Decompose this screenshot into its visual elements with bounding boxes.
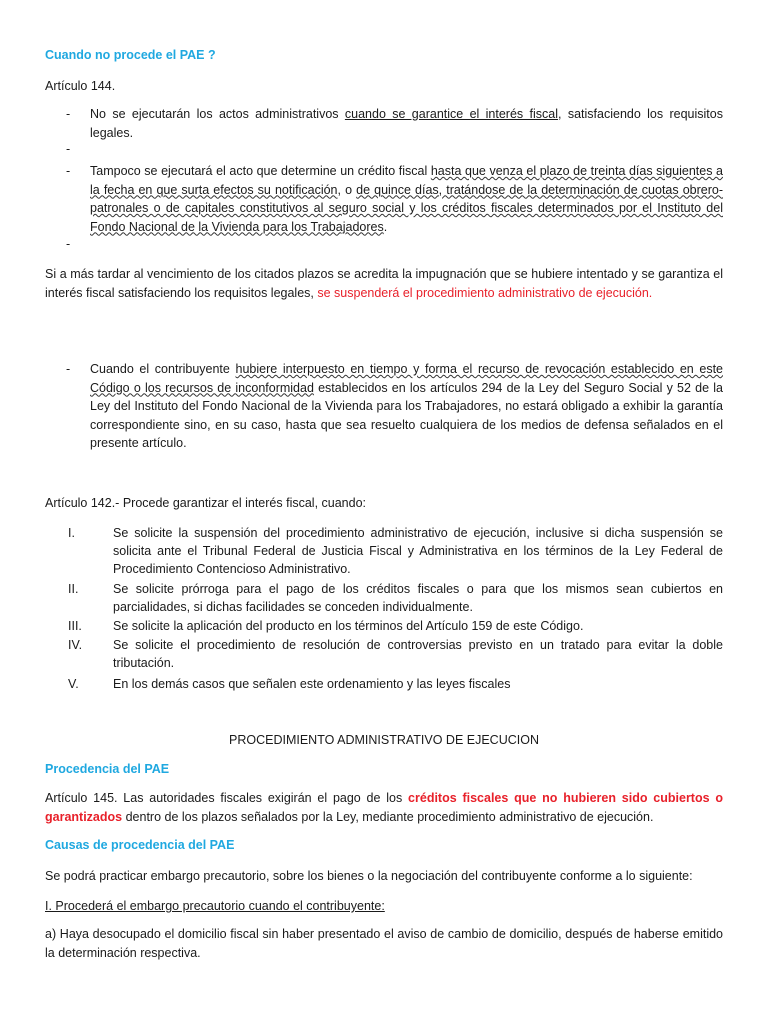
- heading-causas: Causas de procedencia del PAE: [45, 838, 235, 852]
- list-item-text: [90, 105, 723, 142]
- inciso-a: a) Haya desocupado el domicilio fiscal sin haber presentado el aviso de cambio de domicilio, después de haberse emitido la determinación respectiva.: [45, 927, 723, 960]
- roman-numeral: I.: [68, 526, 75, 540]
- red-bold-text: créditos fiscales que no hubieren sido cubiertos o garantizados: [45, 791, 723, 824]
- roman-numeral: IV.: [68, 638, 83, 652]
- text-segment: .: [383, 219, 388, 234]
- list-item-text: [90, 162, 723, 236]
- roman-item-text: Se solicite prórroga para el pago de los créditos fiscales o para que los mismos sean cubiertos en parcialidades, si dichas facilidades se conceden individualmente.: [113, 582, 723, 614]
- text-segment: dentro de los plazos señalados por la Ley, mediante procedimiento administrativo de ejecución.: [122, 810, 654, 824]
- list-item-text: [90, 360, 723, 453]
- roman-numeral: II.: [68, 582, 79, 596]
- heading-cuando-no-procede: Cuando no procede el PAE ?: [45, 48, 216, 62]
- paragraph-embargo: Se podrá practicar embargo precautorio, sobre los bienes o la negociación del contribuyente conforme a lo siguiente:: [45, 869, 693, 883]
- roman-item-text: Se solicite la aplicación del producto en los términos del Artículo 159 de este Código.: [113, 619, 584, 633]
- text-segment: No se ejecutarán los actos administrativos: [90, 107, 345, 121]
- roman-numeral: III.: [68, 619, 82, 633]
- roman-item-text: Se solicite la suspensión del procedimiento administrativo de ejecución, inclusive si dicha suspensión se solicita ante el Tribunal Federal de Justicia Fiscal y Administrativa en los términos de la Ley Federal de Procedimiento Contencioso Administrativo.: [113, 526, 723, 576]
- text-segment: Si a más tardar al vencimiento de los citados plazos se acredita la impugnación que se hubiere intentado y se garantiza el interés fiscal satisfaciendo los requisitos legales,: [45, 267, 723, 300]
- text-segment: Tampoco se ejecutará el acto que determine un crédito fiscal: [90, 164, 431, 178]
- list-item-contribuyente: [66, 360, 723, 453]
- text-segment: Artículo 145. Las autoridades fiscales exigirán el pago de los: [45, 791, 409, 805]
- underlined-text: de quince días, tratándose de la determinación de cuotas obrero-patronales o de capitales constitutivos al seguro social y los créditos fiscales determinados por el Instituto del Fondo Nacional de la Vivienda para los Trabajadores: [90, 182, 723, 234]
- text-segment: establecidos en los artículos 294 de la Ley del Seguro Social y 52 de la Ley del Instituto del Fondo Nacional de la Vivienda para los Trabajadores, no estará obligado a exhibir la garantía correspondiente sino, en su caso, hasta que sea resuelto cualquiera de los medios de defensa señalados en el presente artículo.: [90, 380, 723, 450]
- underlined-text: I. Procederá el embargo precautorio cuando el contribuyente:: [45, 899, 385, 913]
- procedera-embargo: [45, 897, 723, 916]
- empty-list-dash: -: [66, 237, 71, 251]
- underlined-text: hasta que venza el plazo de treinta días siguientes a la fecha en que surta efectos su notificación: [90, 164, 723, 197]
- roman-item-iv: [68, 636, 723, 672]
- articulo-145: [45, 789, 723, 827]
- text-segment: , o: [337, 182, 357, 197]
- roman-numeral: V.: [68, 677, 79, 691]
- list-dash: -: [66, 164, 71, 178]
- roman-item-text: Se solicite el procedimiento de resolución de controversias previsto en un tratado para evitar la doble tributación.: [113, 638, 723, 670]
- roman-item-i: [68, 524, 723, 578]
- underlined-text: cuando se garantice el interés fiscal: [344, 107, 559, 121]
- roman-item-iii: [68, 617, 723, 635]
- text-segment: Cuando el contribuyente: [90, 362, 236, 376]
- underlined-text: hubiere interpuesto en tiempo y forma el recurso de revocación establecido en este Código o los recursos de inconformidad: [90, 362, 723, 395]
- list-item-garantia: [66, 105, 723, 142]
- list-dash: -: [66, 362, 71, 376]
- roman-item-ii: [68, 580, 723, 616]
- empty-list-dash: -: [66, 142, 71, 156]
- roman-item-text: En los demás casos que señalen este ordenamiento y las leyes fiscales: [113, 677, 511, 691]
- list-item-tampoco: [66, 162, 723, 236]
- roman-item-v: [68, 675, 723, 693]
- red-text: se suspenderá el procedimiento administrativo de ejecución.: [317, 286, 653, 300]
- articulo-142: Artículo 142.- Procede garantizar el interés fiscal, cuando:: [45, 496, 367, 510]
- section-title: PROCEDIMIENTO ADMINISTRATIVO DE EJECUCION: [229, 733, 539, 747]
- articulo-144: Artículo 144.: [45, 79, 116, 93]
- text-segment: , satisfaciendo los requisitos legales.: [90, 107, 723, 140]
- paragraph-suspension: [45, 265, 723, 303]
- list-dash: -: [66, 107, 71, 121]
- heading-procedencia: Procedencia del PAE: [45, 762, 170, 776]
